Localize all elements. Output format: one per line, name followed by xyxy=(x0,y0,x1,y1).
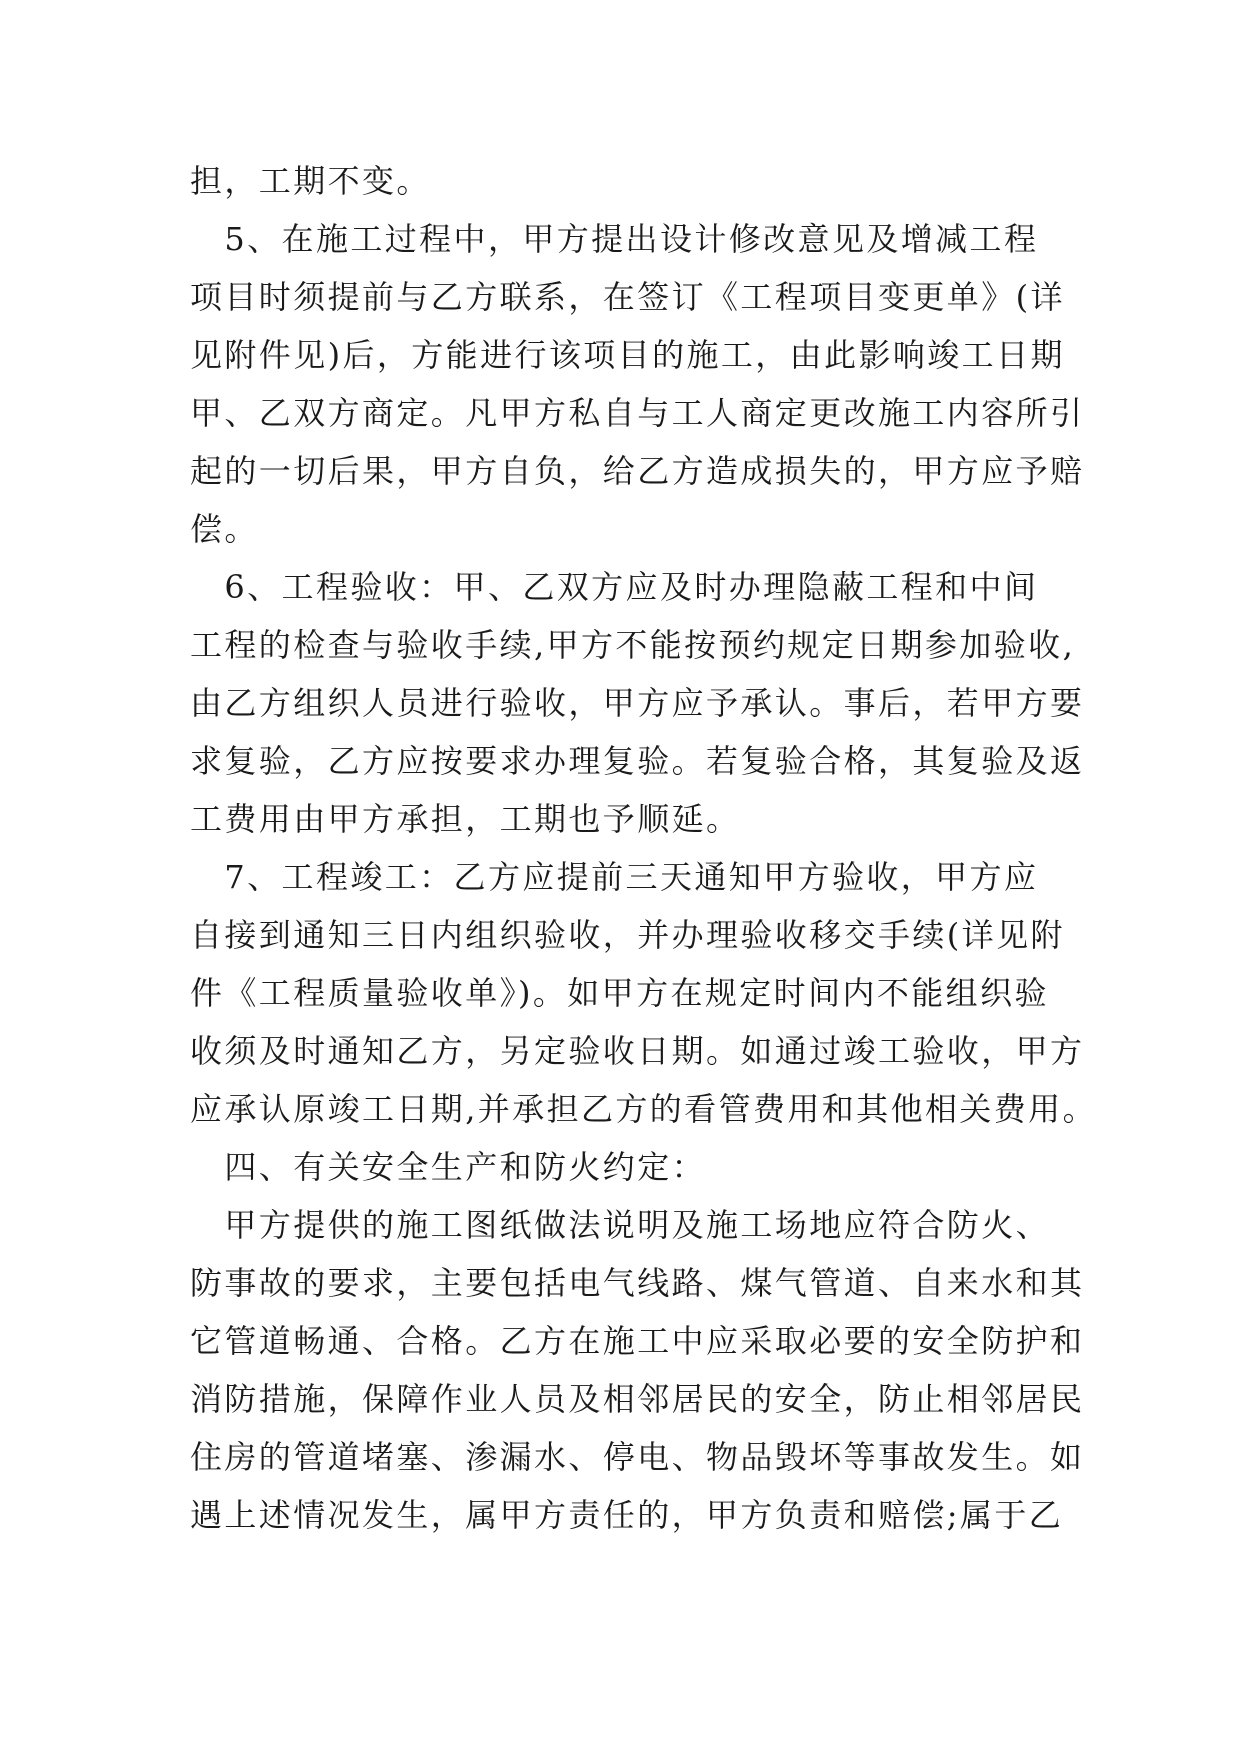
text-line: 担，工期不变。 xyxy=(190,162,431,200)
text-line: 件《工程质量验收单》)。如甲方在规定时间内不能组织验 xyxy=(190,974,1049,1012)
text-line: 防事故的要求，主要包括电气线路、煤气管道、自来水和其 xyxy=(190,1264,1085,1302)
text-line: 工程的检查与验收手续,甲方不能按预约规定日期参加验收, xyxy=(190,626,1076,664)
text-line: 住房的管道堵塞、渗漏水、停电、物品毁坏等事故发生。如 xyxy=(190,1438,1085,1476)
text-line: 偿。 xyxy=(190,510,259,548)
text-line: 收须及时通知乙方，另定验收日期。如通过竣工验收，甲方 xyxy=(190,1032,1085,1070)
text-line: 起的一切后果，甲方自负，给乙方造成损失的，甲方应予赔 xyxy=(190,452,1085,490)
text-line: 见附件见)后，方能进行该项目的施工，由此影响竣工日期 xyxy=(190,336,1065,374)
text-line: 5、在施工过程中，甲方提出设计修改意见及增减工程 xyxy=(190,220,1039,258)
contract-text xyxy=(190,152,1097,1544)
text-line: 应承认原竣工日期,并承担乙方的看管费用和其他相关费用。 xyxy=(190,1090,1097,1128)
text-line: 自接到通知三日内组织验收，并办理验收移交手续(详见附 xyxy=(190,916,1065,954)
text-line: 甲、乙双方商定。凡甲方私自与工人商定更改施工内容所引 xyxy=(190,394,1085,432)
text-line: 遇上述情况发生，属甲方责任的，甲方负责和赔偿;属于乙 xyxy=(190,1496,1064,1534)
text-line: 工费用由甲方承担，工期也予顺延。 xyxy=(190,800,741,838)
text-line: 它管道畅通、合格。乙方在施工中应采取必要的安全防护和 xyxy=(190,1322,1085,1360)
text-line: 7、工程竣工：乙方应提前三天通知甲方验收，甲方应 xyxy=(190,858,1039,896)
section-heading: 四、有关安全生产和防火约定： xyxy=(190,1148,707,1186)
text-line: 甲方提供的施工图纸做法说明及施工场地应符合防火、 xyxy=(190,1206,1051,1244)
text-line: 项目时须提前与乙方联系，在签订《工程项目变更单》(详 xyxy=(190,278,1065,316)
text-line: 消防措施，保障作业人员及相邻居民的安全，防止相邻居民 xyxy=(190,1380,1085,1418)
text-line: 由乙方组织人员进行验收，甲方应予承认。事后，若甲方要 xyxy=(190,684,1085,722)
text-line: 求复验，乙方应按要求办理复验。若复验合格，其复验及返 xyxy=(190,742,1085,780)
text-line: 6、工程验收：甲、乙双方应及时办理隐蔽工程和中间 xyxy=(190,568,1039,606)
